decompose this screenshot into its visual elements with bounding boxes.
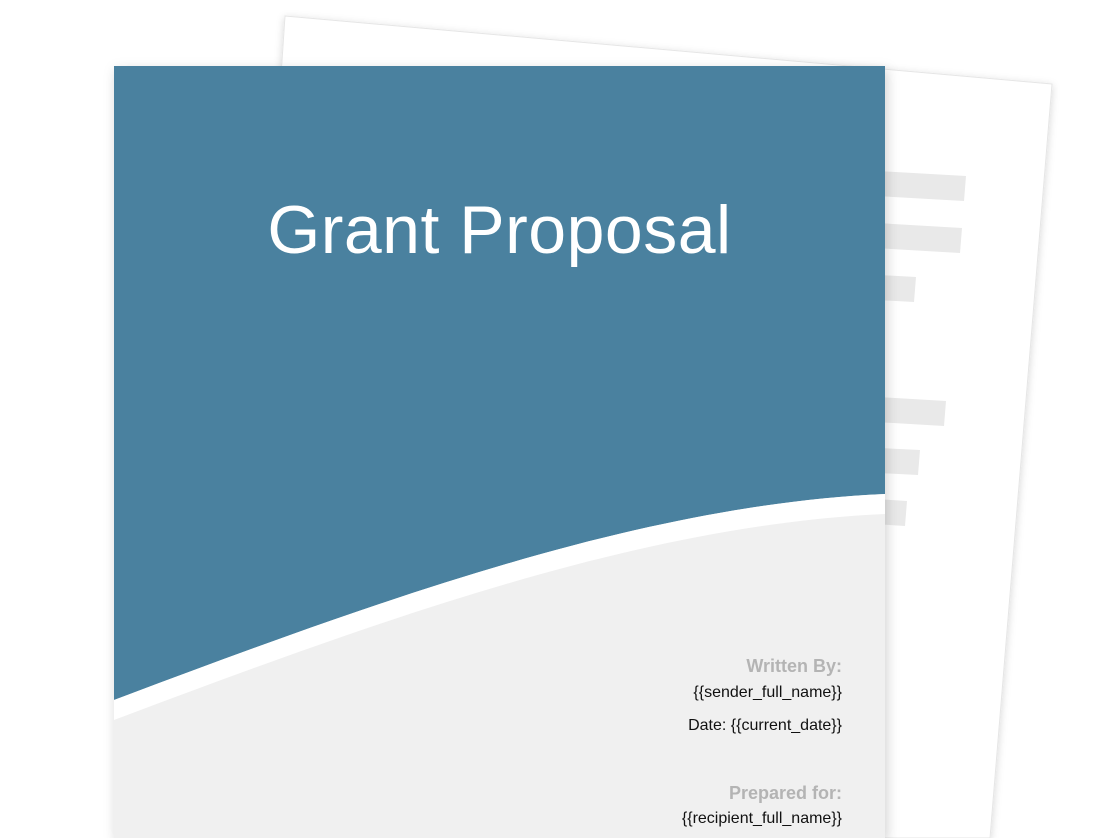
recipient-name-placeholder: {{recipient_full_name}}	[681, 810, 842, 827]
document-title: Grant Proposal	[267, 192, 732, 268]
author-block	[560, 650, 842, 838]
sender-name-placeholder: {{sender_full_name}}	[693, 684, 842, 701]
written-by-label: Written By:	[746, 656, 842, 676]
prepared-for-label: Prepared for:	[728, 783, 842, 803]
date-line: Date: {{current_date}}	[688, 717, 842, 734]
